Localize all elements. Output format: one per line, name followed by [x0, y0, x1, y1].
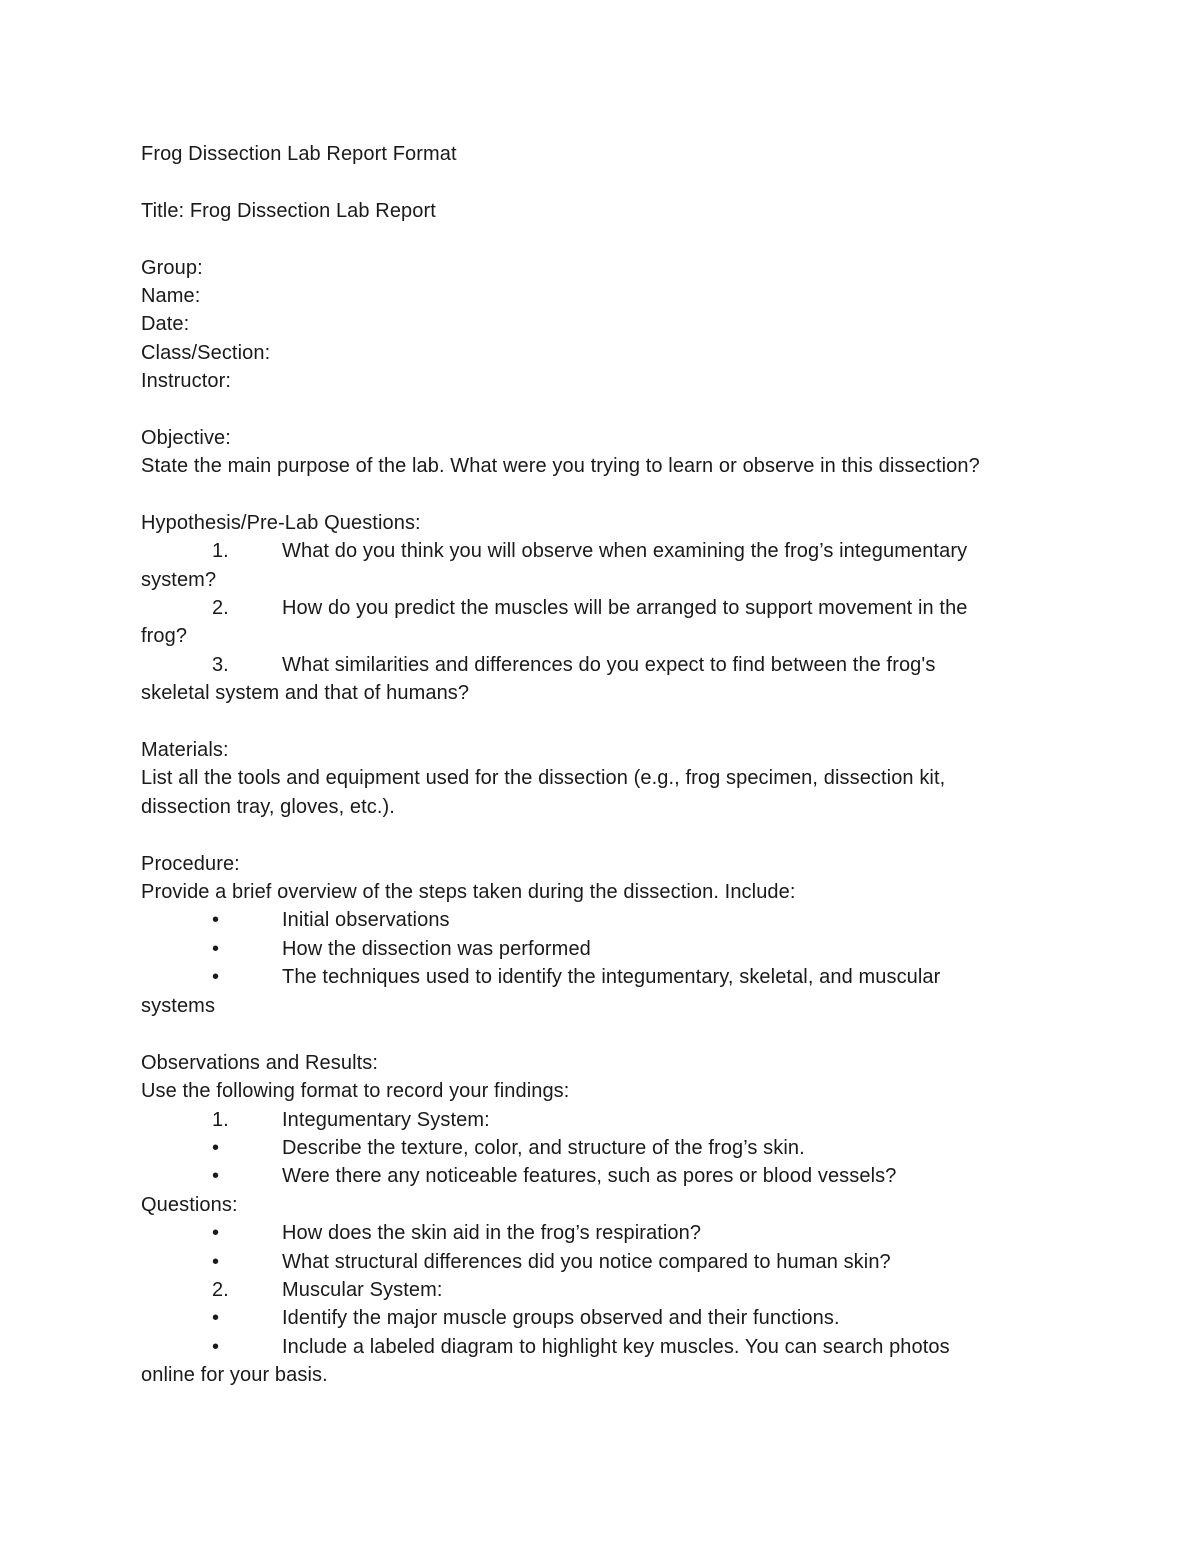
materials-text-line-2: dissection tray, gloves, etc.). — [141, 796, 395, 818]
muscular-bullet-1: Identify the major muscle groups observed and their functions. — [282, 1307, 840, 1329]
bullet-marker: • — [212, 1251, 220, 1273]
materials-heading: Materials: — [141, 739, 229, 761]
objective-heading: Objective: — [141, 427, 231, 449]
bullet-marker: • — [212, 1307, 220, 1329]
list-marker: 2. — [212, 1279, 229, 1301]
integumentary-bullet-1: Describe the texture, color, and structure of the frog’s skin. — [282, 1137, 805, 1159]
title-line: Title: Frog Dissection Lab Report — [141, 200, 436, 222]
observations-heading: Observations and Results: — [141, 1052, 379, 1074]
materials-text-line-1: List all the tools and equipment used for the dissection (e.g., frog specimen, dissection kit, — [141, 767, 946, 789]
muscular-bullet-2: Include a labeled diagram to highlight key muscles. You can search photos — [282, 1336, 950, 1358]
integumentary-bullet-2: Were there any noticeable features, such as pores or blood vessels? — [282, 1165, 897, 1187]
instructor-field: Instructor: — [141, 370, 232, 392]
procedure-item-3-cont: systems — [141, 995, 216, 1017]
muscular-label: Muscular System: — [282, 1279, 443, 1301]
list-marker: 1. — [212, 1109, 229, 1131]
hypothesis-item-3: What similarities and differences do you expect to find between the frog's — [282, 654, 936, 676]
integumentary-label: Integumentary System: — [282, 1109, 490, 1131]
hypothesis-item-2-cont: frog? — [141, 625, 188, 647]
hypothesis-heading: Hypothesis/Pre-Lab Questions: — [141, 512, 421, 534]
date-field: Date: — [141, 313, 190, 335]
procedure-item-1: Initial observations — [282, 909, 450, 931]
hypothesis-item-1-cont: system? — [141, 569, 217, 591]
bullet-marker: • — [212, 909, 220, 931]
muscular-bullet-2-cont: online for your basis. — [141, 1364, 328, 1386]
document-title: Frog Dissection Lab Report Format — [141, 143, 457, 165]
group-field: Group: — [141, 257, 203, 279]
list-marker: 1. — [212, 540, 229, 562]
procedure-heading: Procedure: — [141, 853, 240, 875]
bullet-marker: • — [212, 938, 220, 960]
question-1: How does the skin aid in the frog’s respiration? — [282, 1222, 702, 1244]
bullet-marker: • — [212, 966, 220, 988]
hypothesis-item-1: What do you think you will observe when examining the frog’s integumentary — [282, 540, 968, 562]
list-marker: 2. — [212, 597, 229, 619]
procedure-intro: Provide a brief overview of the steps taken during the dissection. Include: — [141, 881, 796, 903]
questions-label: Questions: — [141, 1194, 238, 1216]
name-field: Name: — [141, 285, 201, 307]
bullet-marker: • — [212, 1222, 220, 1244]
hypothesis-item-2: How do you predict the muscles will be arranged to support movement in the — [282, 597, 968, 619]
class-section-field: Class/Section: — [141, 342, 271, 364]
bullet-marker: • — [212, 1336, 220, 1358]
observations-intro: Use the following format to record your findings: — [141, 1080, 570, 1102]
hypothesis-item-3-cont: skeletal system and that of humans? — [141, 682, 470, 704]
list-marker: 3. — [212, 654, 229, 676]
bullet-marker: • — [212, 1165, 220, 1187]
procedure-item-2: How the dissection was performed — [282, 938, 591, 960]
bullet-marker: • — [212, 1137, 220, 1159]
objective-text: State the main purpose of the lab. What were you trying to learn or observe in this dissection? — [141, 455, 980, 477]
question-2: What structural differences did you notice compared to human skin? — [282, 1251, 891, 1273]
procedure-item-3: The techniques used to identify the integumentary, skeletal, and muscular — [282, 966, 941, 988]
